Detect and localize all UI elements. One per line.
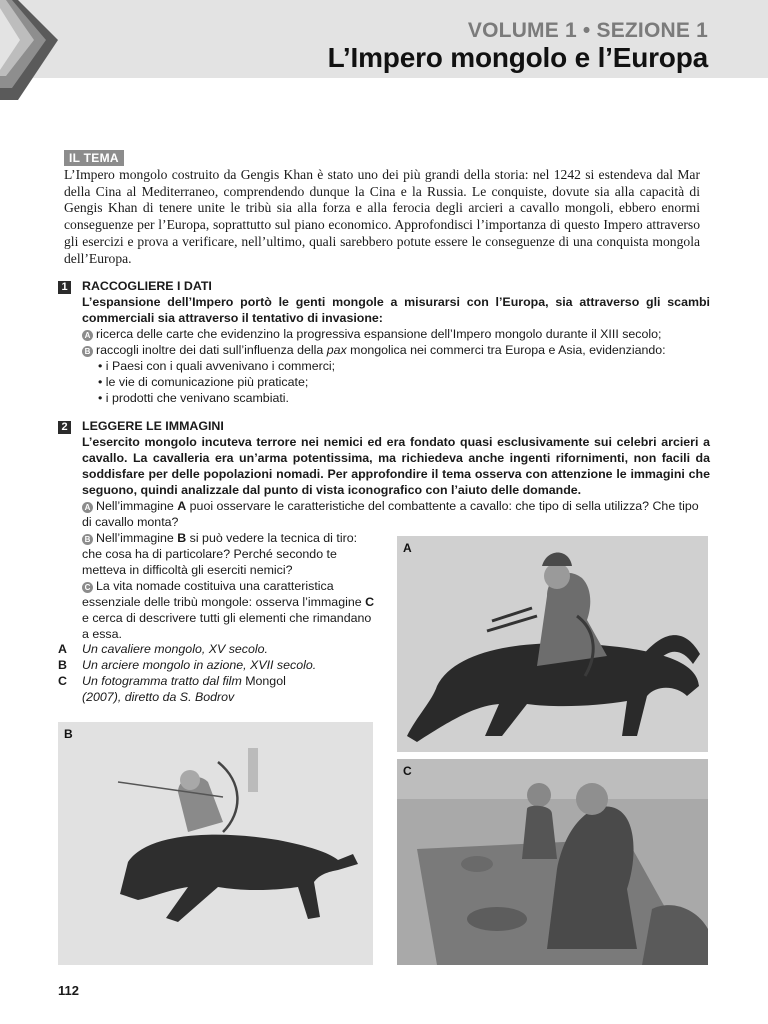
section-1-heading: RACCOGLIERE I DATI: [82, 279, 212, 293]
section-2-item-b: B Nell’immagine B si può vedere la tecnica di tiro: che cosa ha di particolare? Perché secondo te metteva in difficoltà gli eserciti nemici?: [82, 531, 358, 577]
section-1-item-a-text: ricerca delle carte che evidenzino la progressiva espansione dell’Impero mongolo durante il XIII secolo;: [96, 327, 662, 341]
tema-paragraph: L’Impero mongolo costruito da Gengis Khan è stato uno dei più grandi della storia: nel 1242 si estendeva dal Mar della Cina al Mediterraneo, comprendendo dunque la Cina e la Russia. Le conquiste, dovute sia alla capacità di Gengis Khan di tenere unite le tribù sia alla forza e alla ferocia degli arcieri a cavallo mongoli, ebbero enormi conseguenze per l’Europa, soprattutto sul piano economico. Approfondisci l’importanza di questo Impero attraverso gli esercizi e prova a verificare, nell’ultimo, quali sarebbero potute essere le conseguenze di una conquista mongola dell’Europa.: [64, 167, 700, 266]
section-1-item-b-text-italic: pax: [326, 343, 347, 357]
bullet-item: • le vie di comunicazione più praticate;: [98, 375, 309, 389]
image-a-label: A: [403, 541, 412, 555]
image-b-label: B: [64, 727, 73, 741]
image-c-film-still: [397, 759, 708, 965]
letter-c-circle-icon: C: [82, 582, 93, 593]
section-1-item-b-text-after: mongolica nei commerci tra Europa e Asia, evidenziando:: [346, 343, 666, 357]
letter-b-circle-icon: B: [82, 346, 93, 357]
section-1-item-b: [82, 342, 710, 358]
caption-c: C Un fotogramma tratto dal film Mongol (2007), diretto da S. Bodrov: [58, 674, 286, 704]
corner-chevron-decoration: [0, 0, 60, 100]
page-title: L’Impero mongolo e l’Europa: [327, 42, 708, 73]
horseman-illustration: [397, 536, 708, 752]
archer-illustration: [58, 722, 373, 965]
caption-b: B Un arciere mongolo in azione, XVII secolo.: [58, 658, 317, 672]
image-captions: [58, 641, 316, 705]
letter-b-circle-icon: B: [82, 534, 93, 545]
bullet-item: • i prodotti che venivano scambiati.: [98, 391, 289, 405]
image-a-mongol-horseman: [397, 536, 708, 752]
image-c-label: C: [403, 764, 412, 778]
section-1-number: 1: [58, 281, 71, 294]
section-1: [82, 278, 710, 406]
section-2-heading: LEGGERE LE IMMAGINI: [82, 419, 224, 433]
tema-badge: IL TEMA: [64, 150, 124, 166]
bullet-item: • i Paesi con i quali avvenivano i commerci;: [98, 359, 336, 373]
volume-label: VOLUME 1 • SEZIONE 1: [467, 19, 708, 42]
header-band: [0, 0, 768, 78]
section-2-number: 2: [58, 421, 71, 434]
page-number: 112: [58, 983, 79, 998]
section-1-item-a: [82, 326, 710, 342]
letter-a-circle-icon: A: [82, 330, 93, 341]
film-still-illustration: [397, 759, 708, 965]
section-1-lead: L’espansione dell’Impero portò le genti mongole a misurarsi con l’Europa, sia attraverso gli scambi commerciali sia attraverso il tentativo di invasione:: [82, 295, 710, 325]
image-b-mongol-archer: [58, 722, 373, 965]
section-2-lead: L’esercito mongolo incuteva terrore nei nemici ed era fondato quasi esclusivamente sui celebri arcieri a cavallo. La cavalleria era un’arma potentissima, ma richiedeva anche ingenti rifornimenti, non facili da soddisfare per delle popolazioni nomadi. Per approfondire il tema osserva con attenzione le immagini che seguono, quindi analizzale dal punto di vista iconografico con l’aiuto delle domande.: [82, 435, 710, 497]
letter-a-circle-icon: A: [82, 502, 93, 513]
section-1-item-b-text-before: raccogli inoltre dei dati sull’influenza della: [96, 343, 327, 357]
caption-a: A Un cavaliere mongolo, XV secolo.: [58, 642, 268, 656]
section-2-item-c: C La vita nomade costituiva una caratteristica essenziale delle tribù mongole: osserva l’immagine C e cerca di descrivere tutti gli elementi che rimandano a essa.: [82, 579, 375, 641]
section-2-item-a: A Nell’immagine A puoi osservare le caratteristiche del combattente a cavallo: che tipo di sella utilizza? Che tipo di cavallo monta?: [82, 499, 699, 529]
